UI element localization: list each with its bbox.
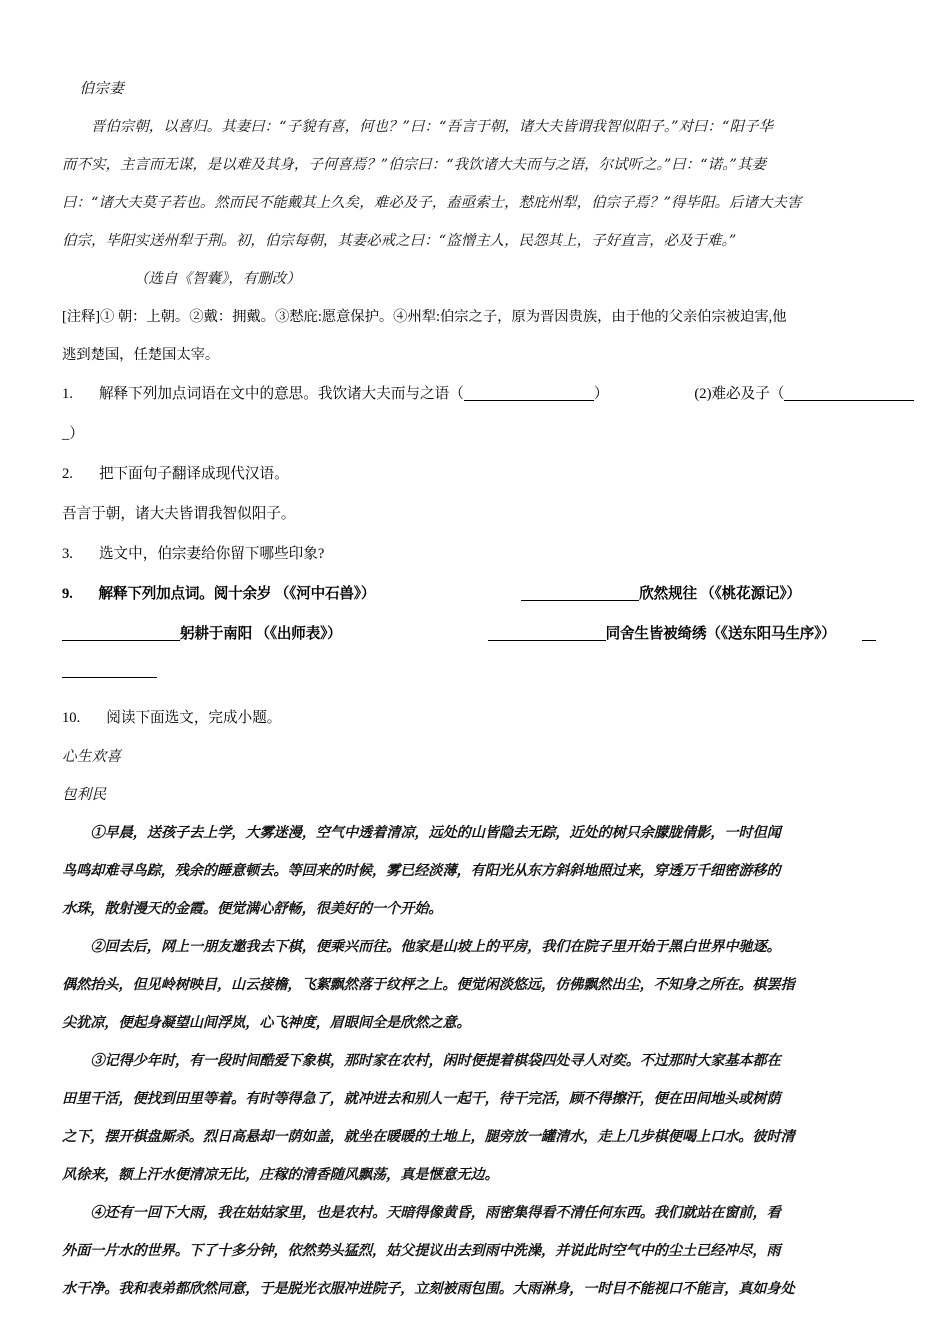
- spacer: [62, 688, 888, 698]
- passage1-line-1: 晋伯宗朝，以喜归。其妻曰：“子貌有喜，何也？”曰：“吾言于朝，诸大夫皆谓我智似阳子。”对曰：“阳子华: [90, 119, 773, 135]
- question-9-item-4: 同舍生皆被绮绣（《送东阳马生序》）: [605, 626, 836, 642]
- passage1-title: 伯宗妻: [79, 80, 124, 97]
- question-2-stem: 把下面句子翻译成现代汉语。: [98, 466, 289, 482]
- question-9-stem: 解释下列加点词。: [98, 586, 214, 602]
- question-1-answer-blank-2[interactable]: [784, 400, 914, 401]
- question-3-number: 3.: [62, 546, 73, 562]
- question-1-number: 1.: [62, 386, 73, 402]
- passage2-author: 包利民: [62, 786, 107, 803]
- question-9-item-1: 阅十余岁 （《河中石兽》）: [213, 586, 376, 602]
- question-9-blank-2[interactable]: [521, 600, 639, 601]
- question-9-item-3: 躬耕于南阳 （《出师表》）: [180, 626, 342, 642]
- question-1-answer-blank-1[interactable]: [464, 400, 594, 401]
- passage1-line-3: 曰：“诸大夫莫子若也。然而民不能戴其上久矣，难必及子，盍亟索士，慭庇州犁，伯宗子焉？”得毕阳。后诸大夫害: [62, 195, 802, 211]
- passage2-p1-line-2: 鸟鸣却难寻鸟踪，残余的睡意顿去。等回来的时候，雾已经淡薄，有阳光从东方斜斜地照过来，穿透万千细密游移的: [62, 863, 781, 879]
- question-10-number: 10.: [62, 710, 81, 726]
- question-10-stem: 阅读下面选文，完成小题。: [106, 710, 282, 726]
- question-9-row-2: [62, 614, 888, 654]
- question-1-wrap: [62, 414, 888, 454]
- passage1-source: （选自《智囊》，有删改）: [134, 271, 301, 287]
- question-9-blank-3[interactable]: [62, 640, 180, 641]
- passage1-notes-line-2: 逃到楚国，任楚国太宰。: [62, 347, 220, 363]
- passage2-p3-line-2: 田里干活，便找到田里等着。有时等得急了，就冲进去和别人一起干，待干完活，顾不得擦汗，便在田间地头或树荫: [62, 1091, 781, 1107]
- passage1-line-2: 而不实，主言而无谋，是以难及其身，子何喜焉？”伯宗曰：“我饮诸大夫而与之语，尔试听之。”曰：“诺。”其妻: [62, 157, 766, 173]
- passage2-p4-line-2: 外面一片水的世界。下了十多分钟，依然势头猛烈，姑父提议出去到雨中洗澡，并说此时空气中的尘土已经冲尽，雨: [62, 1243, 781, 1259]
- question-1-stem: 解释下列加点词语在文中的意思。我饮诸大夫而与之语（: [98, 386, 464, 402]
- question-9-blank-4[interactable]: [488, 640, 606, 641]
- question-1-wrap-close: _）: [62, 426, 84, 442]
- question-3-stem: 选文中，伯宗妻给你留下哪些印象?: [98, 546, 325, 562]
- question-9-row-3: [62, 654, 888, 688]
- question-9-number: 9.: [62, 586, 73, 602]
- passage2-p1-line-1: ①早晨，送孩子去上学，大雾迷漫，空气中透着清凉，远处的山皆隐去无踪，近处的树只余朦胧倩影，一时但闻: [90, 825, 781, 841]
- question-3: [62, 534, 888, 574]
- question-2-number: 2.: [62, 466, 73, 482]
- passage2-p3-line-4: 风徐来，额上汗水便清凉无比，庄稼的清香随风飘荡，真是惬意无边。: [62, 1167, 499, 1183]
- question-1-sub2-label: (2)难必及子（: [694, 386, 785, 402]
- passage2-p1-line-3: 水珠，散射漫天的金霞。便觉满心舒畅，很美好的一个开始。: [62, 901, 443, 917]
- passage2-p3-line-3: 之下，摆开棋盘厮杀。烈日高悬却一荫如盖，就坐在暖暖的土地上，腿旁放一罐清水，走上几步棋便喝上口水。彼时清: [62, 1129, 795, 1145]
- passage2-p4-line-3: 水干净。我和表弟都欣然同意，于是脱光衣服冲进院子，立刻被雨包围。大雨淋身，一时目不能视口不能言，真如身处: [62, 1281, 795, 1297]
- question-9-row-1: [62, 574, 888, 614]
- question-9-blank-6[interactable]: [62, 677, 157, 678]
- passage2-p4-line-1: ④还有一回下大雨，我在姑姑家里，也是农村。天暗得像黄昏，雨密集得看不清任何东西。我们就站在窗前，看: [90, 1205, 781, 1221]
- question-2-sentence: 吾言于朝，诸大夫皆谓我智似阳子。: [62, 506, 296, 522]
- passage1-line-4: 伯宗，毕阳实送州犁于荆。初，伯宗每朝，其妻必戒之曰：“盗憎主人，民怨其上，子好直言，必及于难。”: [62, 233, 737, 249]
- question-9-blank-5[interactable]: [862, 640, 876, 641]
- passage2-p2-line-3: 尖犹凉，便起身凝望山间浮岚，心飞神度，眉眼间全是欣然之意。: [62, 1015, 471, 1031]
- passage2-p2-line-1: ②回去后，网上一朋友邀我去下棋，便乘兴而往。他家是山坡上的平房，我们在院子里开始于黑白世界中驰逐。: [90, 939, 781, 955]
- question-2-sentence-row: [62, 494, 888, 534]
- passage2-p3-line-1: ③记得少年时，有一段时间酷爱下象棋，那时家在农村，闲时便提着棋袋四处寻人对奕。不过那时大家基本都在: [90, 1053, 781, 1069]
- passage2-title: 心生欢喜: [62, 748, 122, 765]
- passage1-notes-line-1: [注释]① 朝：上朝。②戴：拥戴。③慭庇:愿意保护。④州犁:伯宗之子，原为晋因贵族，由于他的父亲伯宗被迫害,他: [62, 309, 787, 325]
- question-10: [62, 698, 888, 738]
- question-1-close-paren: ）: [593, 386, 609, 402]
- passage2-p2-line-2: 偶然抬头，但见岭树映目，山云接檐，飞絮飘然落于纹枰之上。便觉闲淡悠远，仿佛飘然出尘，不知身之所在。棋罢指: [62, 977, 795, 993]
- question-9-item-2: 欣然规往 （《桃花源记》）: [639, 586, 801, 602]
- page-content: [62, 70, 888, 1308]
- question-1: [62, 374, 888, 414]
- question-2: [62, 454, 888, 494]
